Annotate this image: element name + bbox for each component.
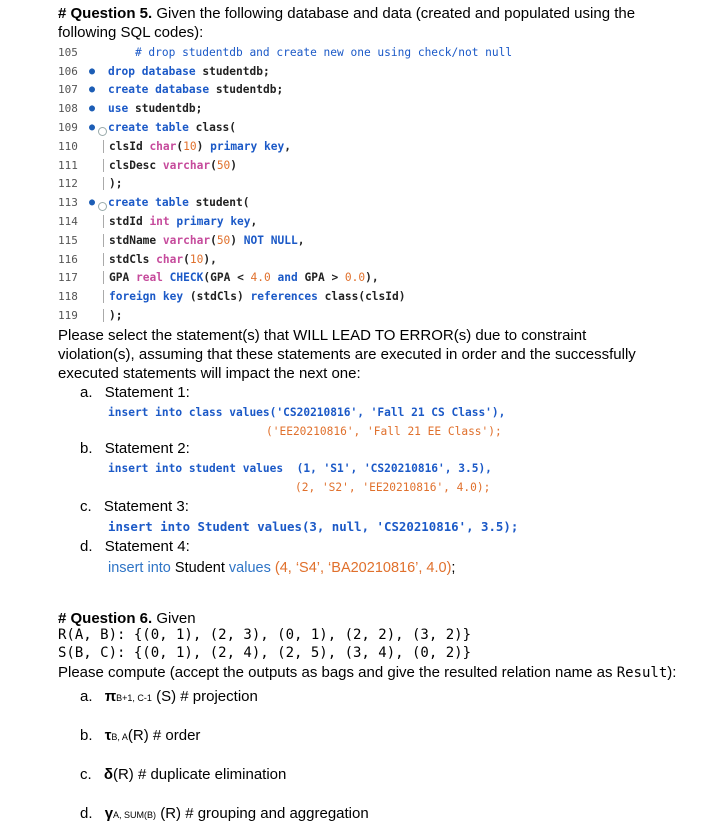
- q5-d-code-kw: insert into: [108, 559, 171, 576]
- line-number: 112: [58, 177, 78, 191]
- q5-c-title: Statement 3:: [103, 497, 189, 515]
- code-text: );: [103, 177, 122, 190]
- q6-relation-r: R(A, B): {(0, 1), (2, 3), (0, 1), (2, 2), (3, 2)}: [58, 626, 472, 643]
- q5-d-code: [108, 560, 455, 576]
- q5-b-code-line-1: [108, 462, 492, 475]
- code-text: stdId int primary key,: [103, 215, 257, 228]
- code-text: use studentdb;: [108, 102, 203, 116]
- q6-relation-s: S(B, C): {(0, 1), (2, 4), (2, 5), (3, 4), (0, 2)}: [58, 644, 472, 661]
- code-text: );: [103, 309, 122, 322]
- code-text: create table student(: [108, 196, 250, 210]
- q6-b-rest: (R) # order: [127, 726, 201, 744]
- q5-c-code-line-1: [108, 519, 518, 534]
- q6-question-post: ):: [667, 663, 677, 681]
- line-number: 114: [58, 215, 78, 229]
- q6-d-sub: A, SUM(B): [113, 809, 157, 820]
- q6-a-sub: B+1, C-1: [116, 692, 152, 703]
- q6-b-label: b.: [80, 726, 93, 744]
- fold-toggle-icon[interactable]: [98, 127, 107, 136]
- code-text: GPA real CHECK(GPA < 4.0 and GPA > 0.0),: [103, 271, 379, 284]
- q6-question-result: Result: [616, 664, 668, 681]
- q5-b-code1: insert into student values (1, 'S1', 'CS20210816', 3.5),: [108, 461, 492, 475]
- execution-dot-icon: ●: [89, 103, 96, 115]
- code-line: [58, 81, 718, 100]
- code-line: [58, 43, 718, 62]
- code-line: [58, 118, 718, 137]
- q5-b-label: b.: [80, 439, 93, 457]
- line-number: 111: [58, 158, 78, 172]
- q5-option-a: [80, 384, 190, 401]
- code-line: [58, 137, 718, 156]
- q5-b-title: Statement 2:: [104, 439, 190, 457]
- line-number: 113: [58, 196, 78, 210]
- code-text: # drop studentdb and create new one using check/not null: [108, 45, 513, 59]
- q6-c-rest: (R) # duplicate elimination: [112, 765, 287, 783]
- code-line: [58, 250, 718, 269]
- q5-option-d: [80, 538, 190, 555]
- line-number: 108: [58, 102, 78, 116]
- q6-c-symbol: δ: [103, 765, 113, 783]
- q6-intro: Given: [152, 609, 196, 627]
- code-text: drop database studentdb;: [108, 64, 270, 78]
- fold-toggle-icon[interactable]: [98, 202, 107, 211]
- code-line: [58, 306, 718, 325]
- q5-question: Please select the statement(s) that WILL LEAD TO ERROR(s) due to constraint violation(s), assuming that these statements are executed in order and the successfully executed statements will impact the next one:: [58, 326, 636, 382]
- code-line: [58, 212, 718, 231]
- line-number: 106: [58, 64, 78, 78]
- q5-d-code-vals: (4, ‘S4’, ‘BA20210816’, 4.0): [270, 559, 452, 576]
- q6-option-c: [80, 766, 286, 783]
- q5-heading: # Question 5.: [58, 5, 153, 22]
- q5-intro: Given the following database and data (created and populated using the following SQL codes):: [58, 5, 636, 41]
- code-line: [58, 156, 718, 175]
- q6-a-rest: (S) # projection: [151, 687, 258, 705]
- line-number: 110: [58, 139, 78, 153]
- sql-code-listing: [58, 43, 718, 325]
- code-line: [58, 99, 718, 118]
- q6-heading: # Question 6.: [58, 609, 153, 627]
- q5-a-code2: ('EE20210816', 'Fall 21 EE Class');: [266, 424, 502, 438]
- document-page: [58, 4, 718, 822]
- execution-dot-icon: ●: [89, 122, 105, 133]
- q5-b-code2: (2, 'S2', 'EE20210816', 4.0);: [295, 480, 491, 494]
- execution-dot-icon: ●: [89, 84, 96, 96]
- code-text: clsId char(10) primary key,: [103, 140, 291, 153]
- line-number: 118: [58, 290, 78, 304]
- line-number: 115: [58, 233, 78, 247]
- q5-a-code-line-2: [266, 425, 502, 438]
- q6-option-b: [80, 727, 200, 744]
- code-line: [58, 62, 718, 81]
- code-text: foreign key (stdCls) references class(clsId): [103, 290, 406, 303]
- q5-d-title: Statement 4:: [104, 537, 190, 555]
- q5-c-code1: insert into Student values(3, null, 'CS20210816', 3.5);: [108, 518, 519, 534]
- q5-a-code-line-1: [108, 406, 505, 419]
- code-line: [58, 231, 718, 250]
- q5-option-c: [80, 498, 189, 515]
- line-number: 117: [58, 271, 78, 285]
- execution-dot-icon: ●: [89, 65, 96, 77]
- q5-a-title: Statement 1:: [104, 383, 190, 401]
- q5-a-code1: insert into class values('CS20210816', 'Fall 21 CS Class'),: [108, 405, 506, 419]
- q6-b-symbol: τ: [104, 726, 112, 744]
- q6-question: [58, 663, 676, 683]
- q6-b-sub: B, A: [111, 731, 128, 742]
- code-line: [58, 269, 718, 288]
- execution-dot-icon: ●: [89, 197, 105, 208]
- code-text: create table class(: [108, 121, 237, 135]
- line-number: 109: [58, 121, 78, 135]
- q6-question-pre: Please compute (accept the outputs as bags and give the resulted relation name as: [58, 663, 617, 681]
- line-number: 116: [58, 252, 78, 266]
- code-text: create database studentdb;: [108, 83, 284, 97]
- q6-a-label: a.: [80, 687, 93, 705]
- code-text: clsDesc varchar(50): [103, 159, 237, 172]
- line-number: 105: [58, 45, 78, 59]
- code-text: stdName varchar(50) NOT NULL,: [103, 234, 304, 247]
- q5-b-code-line-2: [295, 481, 490, 494]
- q5-d-label: d.: [80, 537, 93, 555]
- code-line: [58, 287, 718, 306]
- q6-a-symbol: π: [104, 687, 117, 705]
- q5-d-code-kw2: values: [228, 559, 271, 576]
- q6-d-rest: (R) # grouping and aggregation: [156, 804, 369, 822]
- q5-c-label: c.: [80, 497, 92, 515]
- line-number: 119: [58, 309, 78, 323]
- q6-c-label: c.: [80, 765, 92, 783]
- q5-header: [58, 4, 658, 42]
- code-text: stdCls char(10),: [103, 253, 217, 266]
- q6-d-symbol: γ: [104, 804, 114, 822]
- q6-option-a: [80, 688, 258, 705]
- code-line: [58, 193, 718, 212]
- code-line: [58, 175, 718, 194]
- q5-d-code-mid: Student: [170, 559, 229, 576]
- q5-d-code-end: ;: [451, 559, 456, 576]
- q5-a-label: a.: [80, 383, 93, 401]
- q6-header: [58, 609, 196, 628]
- line-number: 107: [58, 83, 78, 97]
- q5-option-b: [80, 440, 190, 457]
- q6-option-d: [80, 805, 369, 822]
- q6-d-label: d.: [80, 804, 93, 822]
